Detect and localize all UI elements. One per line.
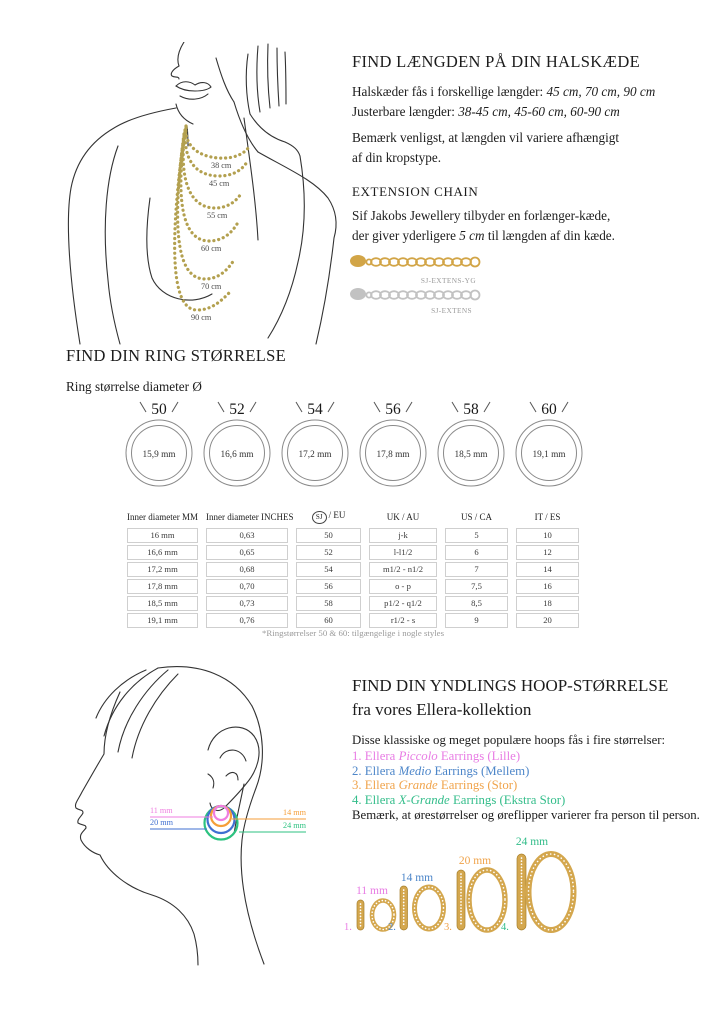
ring-diameter-label: 17,8 mm	[376, 450, 410, 460]
table-cell: 5	[445, 528, 508, 543]
table-cell: 17,2 mm	[127, 562, 198, 577]
table-cell: 9	[445, 613, 508, 628]
ring-size-table	[127, 509, 579, 628]
hoop-number-2: 2.	[388, 922, 396, 933]
necklace-length-label: 60 cm	[201, 244, 222, 253]
necklace-lengths-text	[352, 82, 655, 121]
ellera-item-x-grande	[352, 793, 565, 808]
item-brand: Ellera	[361, 778, 399, 792]
table-cell: 0,63	[206, 528, 288, 543]
item-name: Grande	[398, 778, 438, 792]
table-cell: 19,1 mm	[127, 613, 198, 628]
ring-prong	[374, 402, 380, 412]
hoop-size-illustration	[58, 662, 342, 966]
callout-label-14mm: 14 mm	[283, 808, 306, 817]
item-suffix: Earrings (Lille)	[437, 749, 521, 763]
ring-diameter-label: 16,6 mm	[220, 450, 254, 460]
table-cell: 60	[296, 613, 361, 628]
necklace-lengths-line1	[352, 82, 655, 102]
ring-table-footnote: *Ringstørrelser 50 & 60: tilgængelige i nogle styles	[261, 628, 445, 638]
necklace-length-label: 45 cm	[209, 179, 230, 188]
table-cell: j-k	[369, 528, 437, 543]
table-cell: 50	[296, 528, 361, 543]
table-cell: p1/2 - q1/2	[369, 596, 437, 611]
table-cell: o - p	[369, 579, 437, 594]
table-cell: 16 mm	[127, 528, 198, 543]
woman-line-art	[68, 42, 336, 344]
ring-prong	[562, 402, 568, 412]
table-cell: 58	[296, 596, 361, 611]
ellera-item-grande	[352, 778, 565, 793]
necklace-length-illustration	[58, 42, 342, 346]
sj-badge: SJ	[312, 511, 327, 524]
ring-diagram-56	[354, 398, 432, 492]
item-name: X-Grande	[398, 792, 450, 807]
necklace-note	[352, 128, 619, 167]
item-number: 2.	[352, 763, 362, 778]
table-row	[127, 579, 579, 594]
item-number: 3.	[352, 778, 362, 792]
table-header: / EU	[328, 510, 346, 521]
ring-diameter-label: 15,9 mm	[142, 450, 176, 460]
ring-size-number: 50	[151, 401, 167, 418]
callout-label-20mm: 20 mm	[150, 818, 173, 827]
gold-lobster-clasp	[350, 255, 366, 267]
ring-diagram-50	[120, 398, 198, 492]
extension-chain-text	[352, 206, 615, 245]
table-cell: 6	[445, 545, 508, 560]
silver-lobster-clasp	[350, 288, 366, 300]
ring-prong	[172, 402, 178, 412]
item-brand: Ellera	[361, 792, 399, 807]
extension-line2-pre: der giver yderligere	[352, 227, 460, 243]
ring-size-number: 52	[229, 401, 245, 418]
table-cell: 56	[296, 579, 361, 594]
hoop-circle-11mm	[214, 806, 228, 820]
ring-section-subtitle: Ring størrelse diameter Ø	[66, 379, 202, 394]
silver-extension-chain	[350, 288, 480, 300]
hoop-section-title	[352, 674, 668, 721]
necklace-length-label: 38 cm	[211, 161, 232, 170]
table-cell: 54	[296, 562, 361, 577]
hoop-title-line1: FIND DIN YNDLINGS HOOP-STØRRELSE	[352, 676, 669, 695]
callout-label-11mm: 11 mm	[150, 806, 173, 815]
extension-text-line1: Sif Jakobs Jewellery tilbyder en forlænger-kæde,	[352, 208, 611, 223]
necklace-length-label: 90 cm	[191, 313, 212, 322]
hoop-product-images	[340, 824, 640, 948]
ring-prong	[250, 402, 256, 412]
item-brand: Ellera	[361, 749, 399, 763]
extension-chain-title: EXTENSION CHAIN	[352, 184, 479, 199]
table-cell: 7,5	[445, 579, 508, 594]
ring-diameter-label: 17,2 mm	[298, 450, 332, 460]
silver-chain-sku: SJ-EXTENS	[431, 306, 472, 315]
necklace-length-label: 70 cm	[201, 282, 222, 291]
item-number: 1.	[352, 749, 362, 763]
necklace-line2-values: 38-45 cm, 45-60 cm, 60-90 cm	[458, 103, 620, 119]
necklace-section-title: FIND LÆNGDEN PÅ DIN HALSKÆDE	[352, 52, 640, 71]
ring-prong	[406, 402, 412, 412]
ring-diagram-52	[198, 398, 276, 492]
extension-text-line2	[352, 226, 615, 246]
necklace-strand-38cm	[186, 126, 249, 158]
table-cell: l-l1/2	[369, 545, 437, 560]
table-header: Inner diameter MM	[127, 512, 198, 522]
ring-prong	[328, 402, 334, 412]
table-row	[127, 596, 579, 611]
gold-chain-sku: SJ-EXTENS-YG	[420, 276, 476, 285]
table-cell: 16	[516, 579, 579, 594]
necklace-length-label: 55 cm	[207, 211, 228, 220]
necklace-line2-label: Justerbare længder:	[352, 103, 459, 119]
ring-prong	[452, 402, 458, 412]
table-row	[127, 613, 579, 628]
table-cell: 18,5 mm	[127, 596, 198, 611]
ring-size-number: 60	[541, 401, 557, 418]
table-row	[127, 528, 579, 543]
ring-diameter-label: 18,5 mm	[454, 450, 488, 460]
hoop-note: Bemærk, at ørestørrelser og øreflipper varierer fra person til person.	[352, 808, 700, 822]
extension-line2-em: 5 cm	[459, 227, 485, 243]
hoop-size-label-20mm: 20 mm	[458, 855, 492, 867]
ring-diagram-58	[432, 398, 510, 492]
ring-size-number: 58	[463, 401, 479, 418]
ellera-item-medio	[352, 764, 565, 779]
table-cell: 18	[516, 596, 579, 611]
necklace-lengths-line2	[352, 102, 655, 122]
item-name: Piccolo	[398, 749, 438, 763]
ring-size-number: 54	[307, 401, 323, 418]
table-cell: 0,70	[206, 579, 288, 594]
ring-section-title: FIND DIN RING STØRRELSE	[66, 346, 287, 365]
table-cell: 12	[516, 545, 579, 560]
necklace-line1-label: Halskæder fås i forskellige længder:	[352, 84, 547, 99]
table-row	[127, 562, 579, 577]
item-suffix: Earrings (Stor)	[437, 778, 518, 792]
ring-diagrams	[120, 398, 588, 492]
item-suffix: Earrings (Ekstra Stor)	[449, 792, 566, 807]
necklace-note-line2: af din kropstype.	[352, 149, 441, 165]
ellera-size-list	[352, 749, 565, 807]
item-number: 4.	[352, 792, 362, 807]
hoop-size-circles	[205, 806, 238, 840]
hoop-title-line2: fra vores Ellera-kollektion	[352, 699, 532, 719]
item-name: Medio	[398, 763, 432, 778]
ring-diagram-60	[510, 398, 588, 492]
table-header: Inner diameter INCHES	[206, 512, 294, 522]
ring-diameter-label: 19,1 mm	[532, 450, 566, 460]
ring-table-header-row	[127, 509, 579, 525]
necklace-line1-values: 45 cm, 70 cm, 90 cm	[546, 84, 656, 99]
ring-prong	[140, 402, 146, 412]
ring-diagram-54	[276, 398, 354, 492]
table-cell: 16,6 mm	[127, 545, 198, 560]
table-cell: 0,76	[206, 613, 288, 628]
hoop-number-3: 3.	[444, 922, 452, 933]
table-header: IT / ES	[534, 512, 561, 522]
table-cell: 0,65	[206, 545, 288, 560]
hoop-number-1: 1.	[344, 922, 352, 933]
hoop-size-label-24mm: 24 mm	[515, 836, 549, 848]
callout-label-24mm: 24 mm	[283, 821, 306, 830]
table-cell: m1/2 - n1/2	[369, 562, 437, 577]
ring-prong	[296, 402, 302, 412]
table-cell: 20	[516, 613, 579, 628]
table-header: US / CA	[460, 512, 492, 522]
table-cell: 14	[516, 562, 579, 577]
hoop-size-label-11mm: 11 mm	[356, 885, 388, 897]
table-header: UK / AU	[386, 512, 420, 522]
table-cell: 0,68	[206, 562, 288, 577]
table-cell: 0,73	[206, 596, 288, 611]
table-cell: 8,5	[445, 596, 508, 611]
item-suffix: Earrings (Mellem)	[431, 763, 530, 778]
item-brand: Ellera	[361, 763, 399, 778]
extension-chain-images	[348, 252, 488, 316]
table-cell: 52	[296, 545, 361, 560]
table-row	[127, 545, 579, 560]
table-header-sj-eu	[296, 510, 361, 524]
hoop-size-label-14mm: 14 mm	[400, 872, 434, 884]
table-cell: 17,8 mm	[127, 579, 198, 594]
hoop-intro: Disse klassiske og meget populære hoops fås i fire størrelser:	[352, 733, 666, 747]
ellera-item-piccolo	[352, 749, 565, 764]
table-cell: r1/2 - s	[369, 613, 437, 628]
hoop-number-4: 4.	[501, 922, 509, 933]
necklace-note-line1: Bemærk venligst, at længden vil variere afhængigt	[352, 130, 619, 145]
extension-line2-post: til længden af din kæde.	[484, 227, 615, 243]
ring-prong	[484, 402, 490, 412]
gold-extension-chain	[350, 255, 480, 267]
table-cell: 10	[516, 528, 579, 543]
ring-prong	[530, 402, 536, 412]
ring-size-number: 56	[385, 401, 401, 418]
hoop-front-view-14mm	[415, 887, 444, 929]
ring-prong	[218, 402, 224, 412]
table-cell: 7	[445, 562, 508, 577]
